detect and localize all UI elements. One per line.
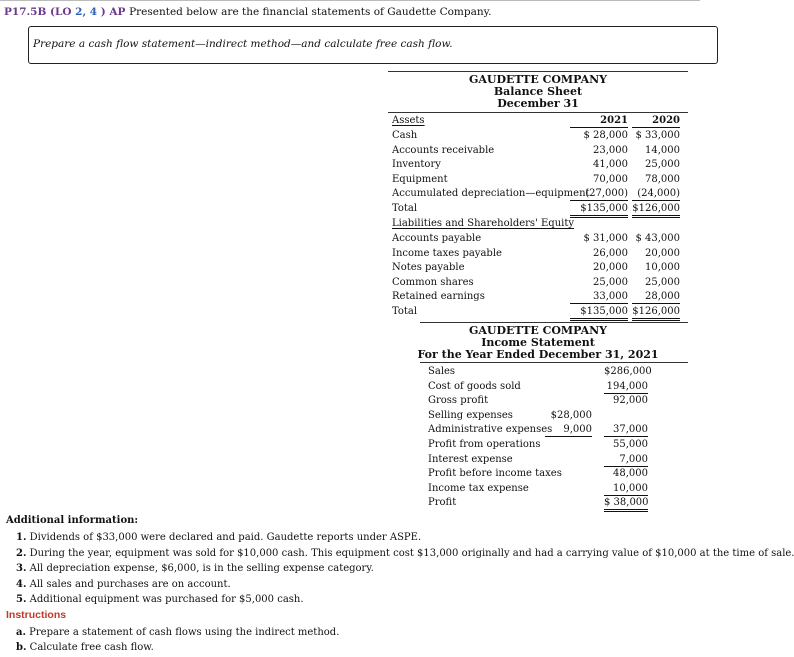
- additional-item-text: During the year, equipment was sold for $10,000 cash. This equipment cost $13,000 originally and had a carrying value of $10,000 at the time of sale.: [29, 547, 794, 559]
- asset-row-2020: (24,000): [632, 188, 680, 201]
- liability-row-2020: $126,000: [632, 306, 680, 321]
- liability-row-label: Common shares: [392, 276, 474, 288]
- liabilities-heading: Liabilities and Shareholders' Equity: [392, 218, 575, 229]
- ap-label: AP: [109, 6, 126, 18]
- asset-row-2021: $ 28,000: [583, 130, 628, 141]
- income-row-label: Administrative expenses: [428, 424, 553, 436]
- liability-row-2021: 33,000: [570, 291, 628, 304]
- learning-objective-link[interactable]: 2, 4: [75, 6, 98, 18]
- problem-code: P17.5B: [4, 6, 47, 18]
- is-period: For the Year Ended December 31, 2021: [417, 348, 659, 361]
- instruction-item: [16, 627, 339, 639]
- income-row-inner: 9,000: [545, 424, 592, 437]
- liability-row-label: Accounts payable: [392, 233, 482, 244]
- liability-row-2021: $ 31,000: [583, 233, 628, 244]
- asset-row-2021: (27,000): [570, 188, 628, 201]
- bs-title-rule: [388, 112, 688, 113]
- liability-row-2020: 20,000: [645, 247, 680, 259]
- liability-row-2020: 25,000: [645, 276, 680, 288]
- problem-header: [4, 6, 492, 18]
- income-row-label: Sales: [428, 366, 456, 377]
- additional-item: [16, 594, 304, 606]
- additional-heading: Additional information:: [6, 515, 139, 526]
- liability-row-2021: $135,000: [570, 306, 628, 321]
- income-row-label: Income tax expense: [428, 482, 529, 494]
- lo-suffix: ): [100, 6, 106, 18]
- income-row-label: Profit: [428, 497, 457, 509]
- income-row-outer: 92,000: [613, 395, 648, 407]
- task-text: Prepare a cash flow statement—indirect method—and calculate free cash flow.: [33, 38, 453, 50]
- additional-item-number: 3.: [16, 563, 27, 574]
- liability-row-label: Notes payable: [392, 262, 465, 274]
- is-title-rule: [420, 362, 688, 363]
- additional-item: [16, 563, 374, 575]
- income-row-label: Gross profit: [428, 395, 489, 407]
- is-title: Income Statement: [481, 336, 595, 349]
- is-company: GAUDETTE COMPANY: [468, 324, 608, 337]
- col-2020-header: 2020: [632, 115, 680, 128]
- income-row-outer: 37,000: [604, 424, 648, 437]
- income-row-label: Profit before income taxes: [428, 468, 562, 480]
- asset-row-label: Total: [392, 203, 418, 214]
- asset-row-2020: 14,000: [645, 144, 680, 156]
- asset-row-label: Accounts receivable: [392, 144, 495, 156]
- instruction-item-text: Prepare a statement of cash flows using the indirect method.: [29, 627, 340, 638]
- asset-row-label: Inventory: [392, 159, 441, 171]
- additional-item-text: All depreciation expense, $6,000, is in the selling expense category.: [29, 563, 374, 574]
- asset-row-2020: $126,000: [632, 203, 680, 218]
- additional-item-text: Dividends of $33,000 were declared and paid. Gaudette reports under ASPE.: [29, 532, 422, 543]
- income-row-label: Profit from operations: [428, 439, 541, 450]
- income-row-outer: 194,000: [604, 381, 648, 394]
- additional-item-text: Additional equipment was purchased for $5,000 cash.: [29, 594, 304, 605]
- additional-item: [16, 548, 794, 560]
- asset-row-2020: $ 33,000: [635, 130, 680, 141]
- liability-row-2020: $ 43,000: [635, 233, 680, 244]
- income-row-outer: 7,000: [604, 454, 648, 467]
- income-row-outer: 10,000: [604, 483, 648, 496]
- income-row-outer: 55,000: [613, 439, 648, 450]
- instruction-item-letter: b.: [16, 642, 27, 653]
- income-row-label: Selling expenses: [428, 409, 513, 421]
- bs-date: December 31: [497, 97, 579, 110]
- asset-row-2021: 41,000: [593, 159, 628, 171]
- asset-row-label: Equipment: [392, 173, 448, 185]
- asset-row-2021: $135,000: [570, 203, 628, 218]
- additional-item-number: 5.: [16, 594, 27, 605]
- liability-row-2020: 28,000: [632, 291, 680, 304]
- income-row-inner: $28,000: [550, 409, 592, 421]
- asset-row-2021: 70,000: [593, 173, 628, 185]
- liability-row-2020: 10,000: [645, 262, 680, 274]
- asset-row-label: Cash: [392, 130, 418, 141]
- additional-item: [16, 532, 421, 544]
- bs-top-rule: [388, 71, 688, 72]
- additional-item-number: 4.: [16, 578, 27, 590]
- liability-row-label: Retained earnings: [392, 291, 485, 303]
- instruction-item-text: Calculate free cash flow.: [29, 642, 154, 653]
- col-2021-header: 2021: [570, 115, 628, 128]
- liability-row-2021: 20,000: [593, 262, 628, 274]
- header-text: Presented below are the financial statements of Gaudette Company.: [129, 6, 492, 18]
- is-top-rule: [420, 322, 688, 323]
- liability-row-label: Income taxes payable: [392, 247, 502, 259]
- liability-row-2021: 25,000: [593, 276, 628, 288]
- asset-row-2020: 25,000: [645, 159, 680, 171]
- income-row-outer: $286,000: [604, 366, 652, 377]
- liability-row-2021: 26,000: [593, 247, 628, 259]
- income-row-label: Interest expense: [428, 453, 513, 465]
- additional-item-number: 2.: [16, 547, 27, 559]
- instruction-item-letter: a.: [16, 627, 26, 638]
- asset-row-label: Accumulated depreciation—equipment: [392, 188, 590, 200]
- instruction-item: [16, 642, 154, 654]
- bs-company: GAUDETTE COMPANY: [468, 73, 608, 86]
- liability-row-label: Total: [392, 306, 418, 317]
- instructions-heading: Instructions: [6, 609, 67, 621]
- additional-item-text: All sales and purchases are on account.: [29, 578, 231, 590]
- bs-title: Balance Sheet: [493, 85, 583, 98]
- income-row-outer: $ 38,000: [604, 497, 648, 512]
- top-divider: [0, 0, 700, 1]
- income-row-label: Cost of goods sold: [428, 380, 521, 392]
- assets-heading: Assets: [392, 115, 425, 126]
- asset-row-2021: 23,000: [593, 144, 628, 156]
- lo-prefix: (LO: [50, 6, 72, 18]
- asset-row-2020: 78,000: [645, 173, 680, 185]
- additional-item: [16, 579, 231, 591]
- additional-item-number: 1.: [16, 532, 27, 543]
- income-row-outer: 48,000: [613, 468, 648, 480]
